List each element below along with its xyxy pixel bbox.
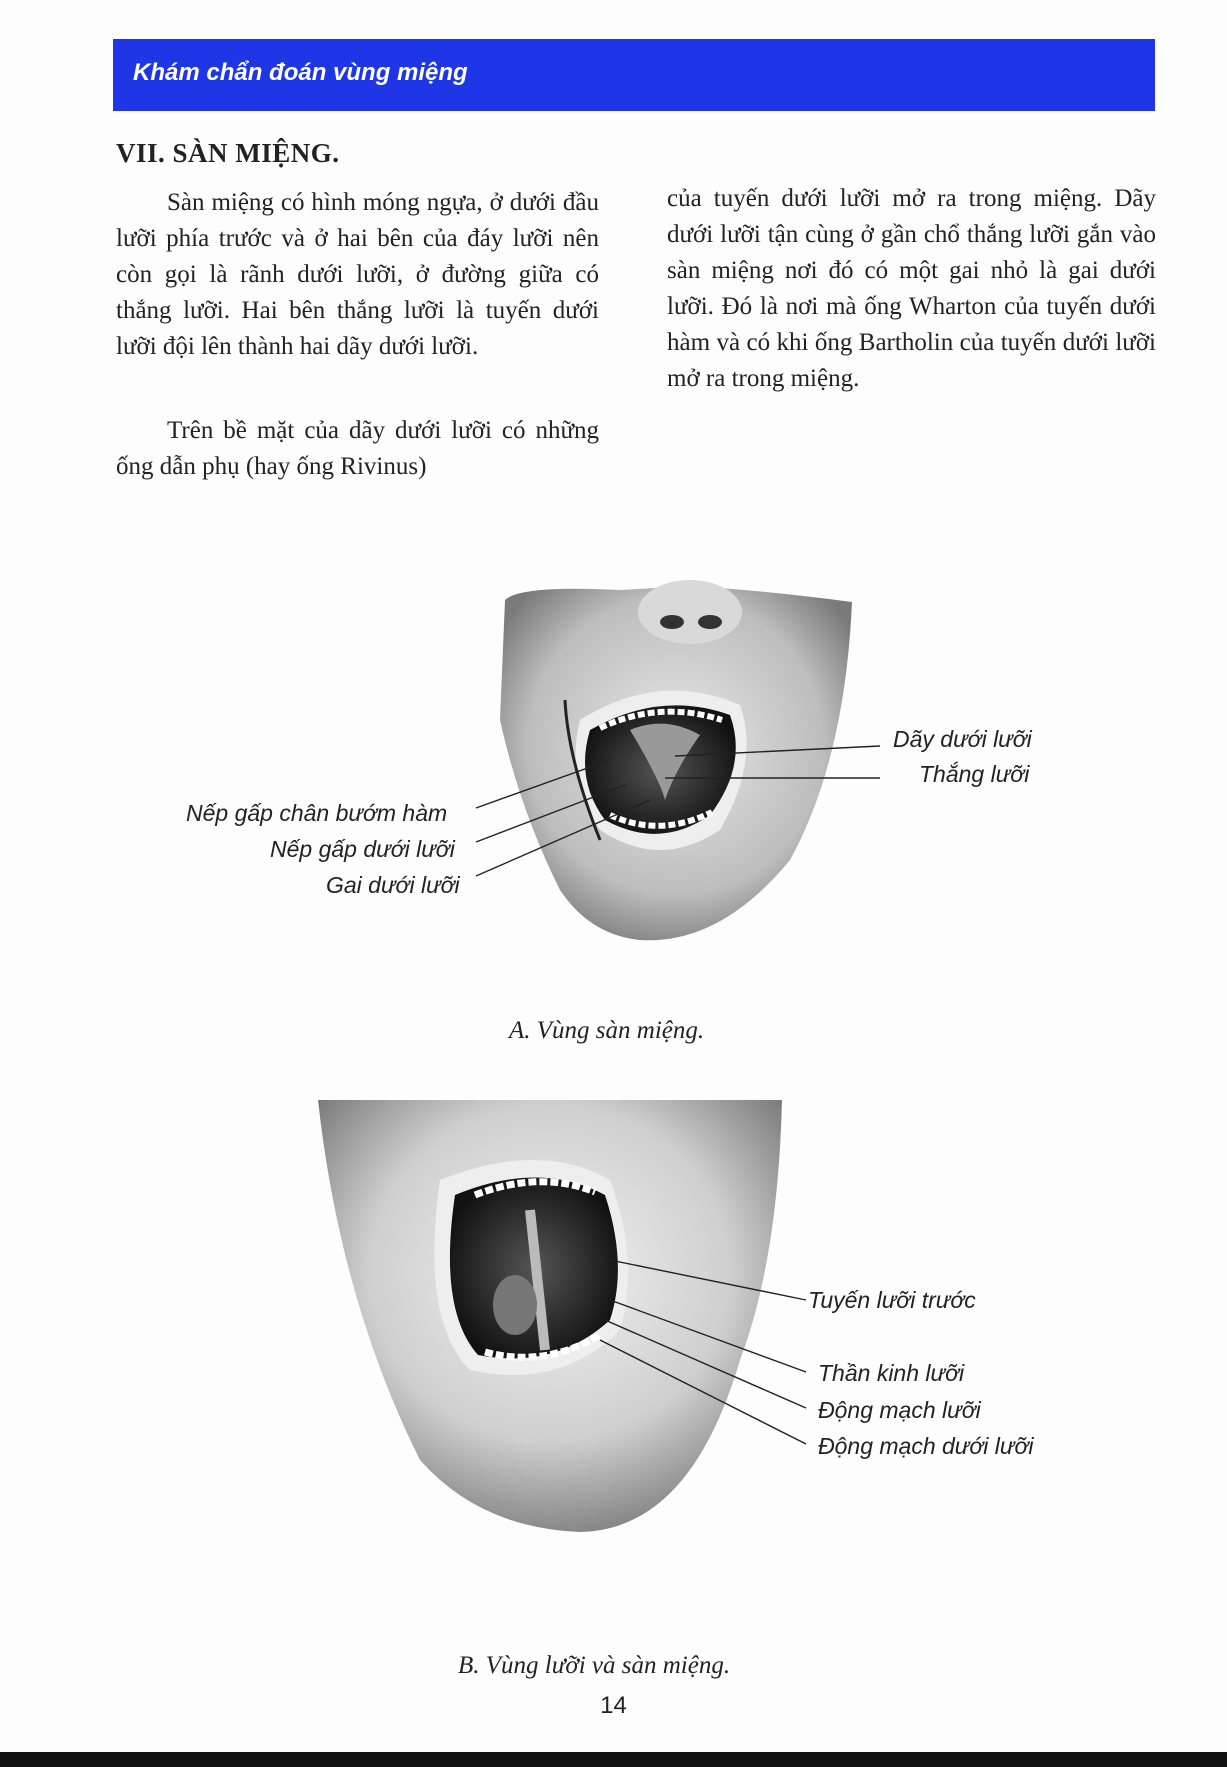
bottom-edge [0,1752,1227,1767]
paragraph-right-1: của tuyến dưới lưỡi mở ra trong miệng. Dãy dưới lưỡi tận cùng ở gần chổ thắng lưỡi gắn vào sàn miệng nơi đó có một gai nhỏ là gai dưới lưỡi. Đó là nơi mà ống Wharton của tuyến dưới hàm và có khi ống Bartholin của tuyến dưới lưỡi mở ra trong miệng. [667,185,1156,392]
section-heading: VII. SÀN MIỆNG. [116,138,340,168]
label-day-duoi-luoi: Dãy dưới lưỡi [893,726,1032,752]
label-dong-mach-luoi: Động mạch lưỡi [818,1397,981,1423]
label-tuyen-luoi-truoc: Tuyến lưỡi trước [808,1287,976,1313]
label-than-kinh-luoi: Thần kinh lưỡi [818,1360,965,1386]
label-thang-luoi: Thắng lưỡi [919,761,1030,787]
figure-b-photo [318,1100,782,1532]
figure-a-caption: A. Vùng sàn miệng. [509,1017,705,1044]
paragraph-left-2: Trên bề mặt của dãy dưới lưỡi có những ống dẫn phụ (hay ống Rivinus) [116,417,599,480]
page-number: 14 [600,1692,627,1719]
label-nep-gap-duoi-luoi: Nếp gấp dưới lưỡi [270,836,455,862]
paragraph-left-1: Sàn miệng có hình móng ngựa, ở dưới đầu lưỡi phía trước và ở hai bên của đáy lưỡi nên còn gọi là rãnh dưới lưỡi, ở đường giữa có thắng lưỡi. Hai bên thắng lưỡi là tuyến dưới lưỡi đội lên thành hai dãy dưới lưỡi. [116,189,599,360]
label-nep-gap-chan-buom-ham: Nếp gấp chân bướm hàm [186,800,448,826]
label-dong-mach-duoi-luoi: Động mạch dưới lưỡi [818,1433,1034,1459]
label-gai-duoi-luoi: Gai dưới lưỡi [326,872,460,898]
figure-b-caption: B. Vùng lưỡi và sàn miệng. [458,1652,731,1679]
header-title: Khám chẩn đoán vùng miệng [133,59,468,86]
figure-a-photo [500,580,852,940]
